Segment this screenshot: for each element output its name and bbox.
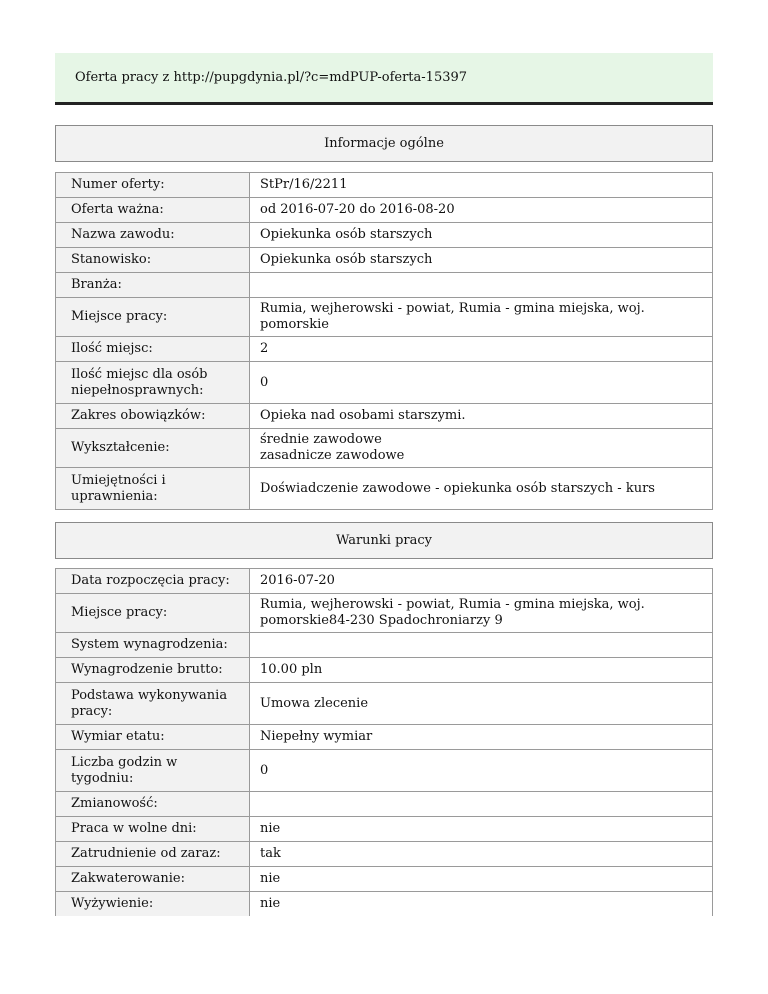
source-banner (55, 53, 713, 105)
row-value: Opieka nad osobami starszymi. (250, 404, 713, 429)
row-value: Rumia, wejherowski - powiat, Rumia - gmina miejska, woj. pomorskie84-230 Spadochroniarzy 9 (250, 594, 713, 633)
work-conditions-table (55, 568, 713, 916)
row-value: 0 (250, 362, 713, 404)
row-label: Ilość miejsc dla osób niepełnosprawnych: (56, 362, 250, 404)
row-label: Podstawa wykonywania pracy: (56, 683, 250, 725)
row-label: Zakres obowiązków: (56, 404, 250, 429)
row-label: Stanowisko: (56, 248, 250, 273)
table-row (56, 337, 713, 362)
table-row (56, 404, 713, 429)
table-row (56, 658, 713, 683)
table-row (56, 298, 713, 337)
row-value (250, 273, 713, 298)
table-row (56, 173, 713, 198)
row-label: Zmianowość: (56, 792, 250, 817)
row-value: Umowa zlecenie (250, 683, 713, 725)
table-row (56, 594, 713, 633)
table-row (56, 429, 713, 468)
table-row (56, 867, 713, 892)
row-value: 2 (250, 337, 713, 362)
row-label: Miejsce pracy: (56, 594, 250, 633)
row-label: Umiejętności i uprawnienia: (56, 468, 250, 510)
row-label: Zatrudnienie od zaraz: (56, 842, 250, 867)
row-label: Nazwa zawodu: (56, 223, 250, 248)
row-label: Wymiar etatu: (56, 725, 250, 750)
table-row (56, 842, 713, 867)
row-label: System wynagrodzenia: (56, 633, 250, 658)
source-banner-text: Oferta pracy z http://pupgdynia.pl/?c=mdPUP-oferta-15397 (75, 70, 468, 85)
row-label: Praca w wolne dni: (56, 817, 250, 842)
row-value: tak (250, 842, 713, 867)
table-row (56, 817, 713, 842)
table-row (56, 223, 713, 248)
row-value: od 2016-07-20 do 2016-08-20 (250, 198, 713, 223)
row-value: Opiekunka osób starszych (250, 248, 713, 273)
row-value: średnie zawodowe zasadnicze zawodowe (250, 429, 713, 468)
row-label: Wyżywienie: (56, 892, 250, 917)
row-label: Miejsce pracy: (56, 298, 250, 337)
row-value: nie (250, 867, 713, 892)
table-row (56, 569, 713, 594)
row-value (250, 633, 713, 658)
general-info-table (55, 172, 713, 510)
section-title: Warunki pracy (335, 533, 433, 548)
table-row (56, 273, 713, 298)
row-label: Oferta ważna: (56, 198, 250, 223)
table-row (56, 248, 713, 273)
row-label: Ilość miejsc: (56, 337, 250, 362)
table-row (56, 892, 713, 917)
row-value: Niepełny wymiar (250, 725, 713, 750)
table-row (56, 792, 713, 817)
row-label: Wykształcenie: (56, 429, 250, 468)
row-value (250, 792, 713, 817)
table-row (56, 198, 713, 223)
row-value: 2016-07-20 (250, 569, 713, 594)
row-value: Opiekunka osób starszych (250, 223, 713, 248)
row-value: 10.00 pln (250, 658, 713, 683)
row-value: nie (250, 892, 713, 917)
row-value: 0 (250, 750, 713, 792)
row-value: Doświadczenie zawodowe - opiekunka osób starszych - kurs (250, 468, 713, 510)
section-header-warunki-pracy (55, 522, 713, 559)
table-row (56, 725, 713, 750)
table-row (56, 362, 713, 404)
section-title: Informacje ogólne (324, 136, 444, 151)
row-label: Liczba godzin w tygodniu: (56, 750, 250, 792)
row-label: Numer oferty: (56, 173, 250, 198)
row-label: Wynagrodzenie brutto: (56, 658, 250, 683)
row-label: Zakwaterowanie: (56, 867, 250, 892)
table-row (56, 633, 713, 658)
row-value: StPr/16/2211 (250, 173, 713, 198)
table-row (56, 750, 713, 792)
table-row (56, 683, 713, 725)
row-value: Rumia, wejherowski - powiat, Rumia - gmina miejska, woj. pomorskie (250, 298, 713, 337)
section-header-informacje-ogolne (55, 125, 713, 162)
row-label: Data rozpoczęcia pracy: (56, 569, 250, 594)
table-row (56, 468, 713, 510)
row-value: nie (250, 817, 713, 842)
row-label: Branża: (56, 273, 250, 298)
